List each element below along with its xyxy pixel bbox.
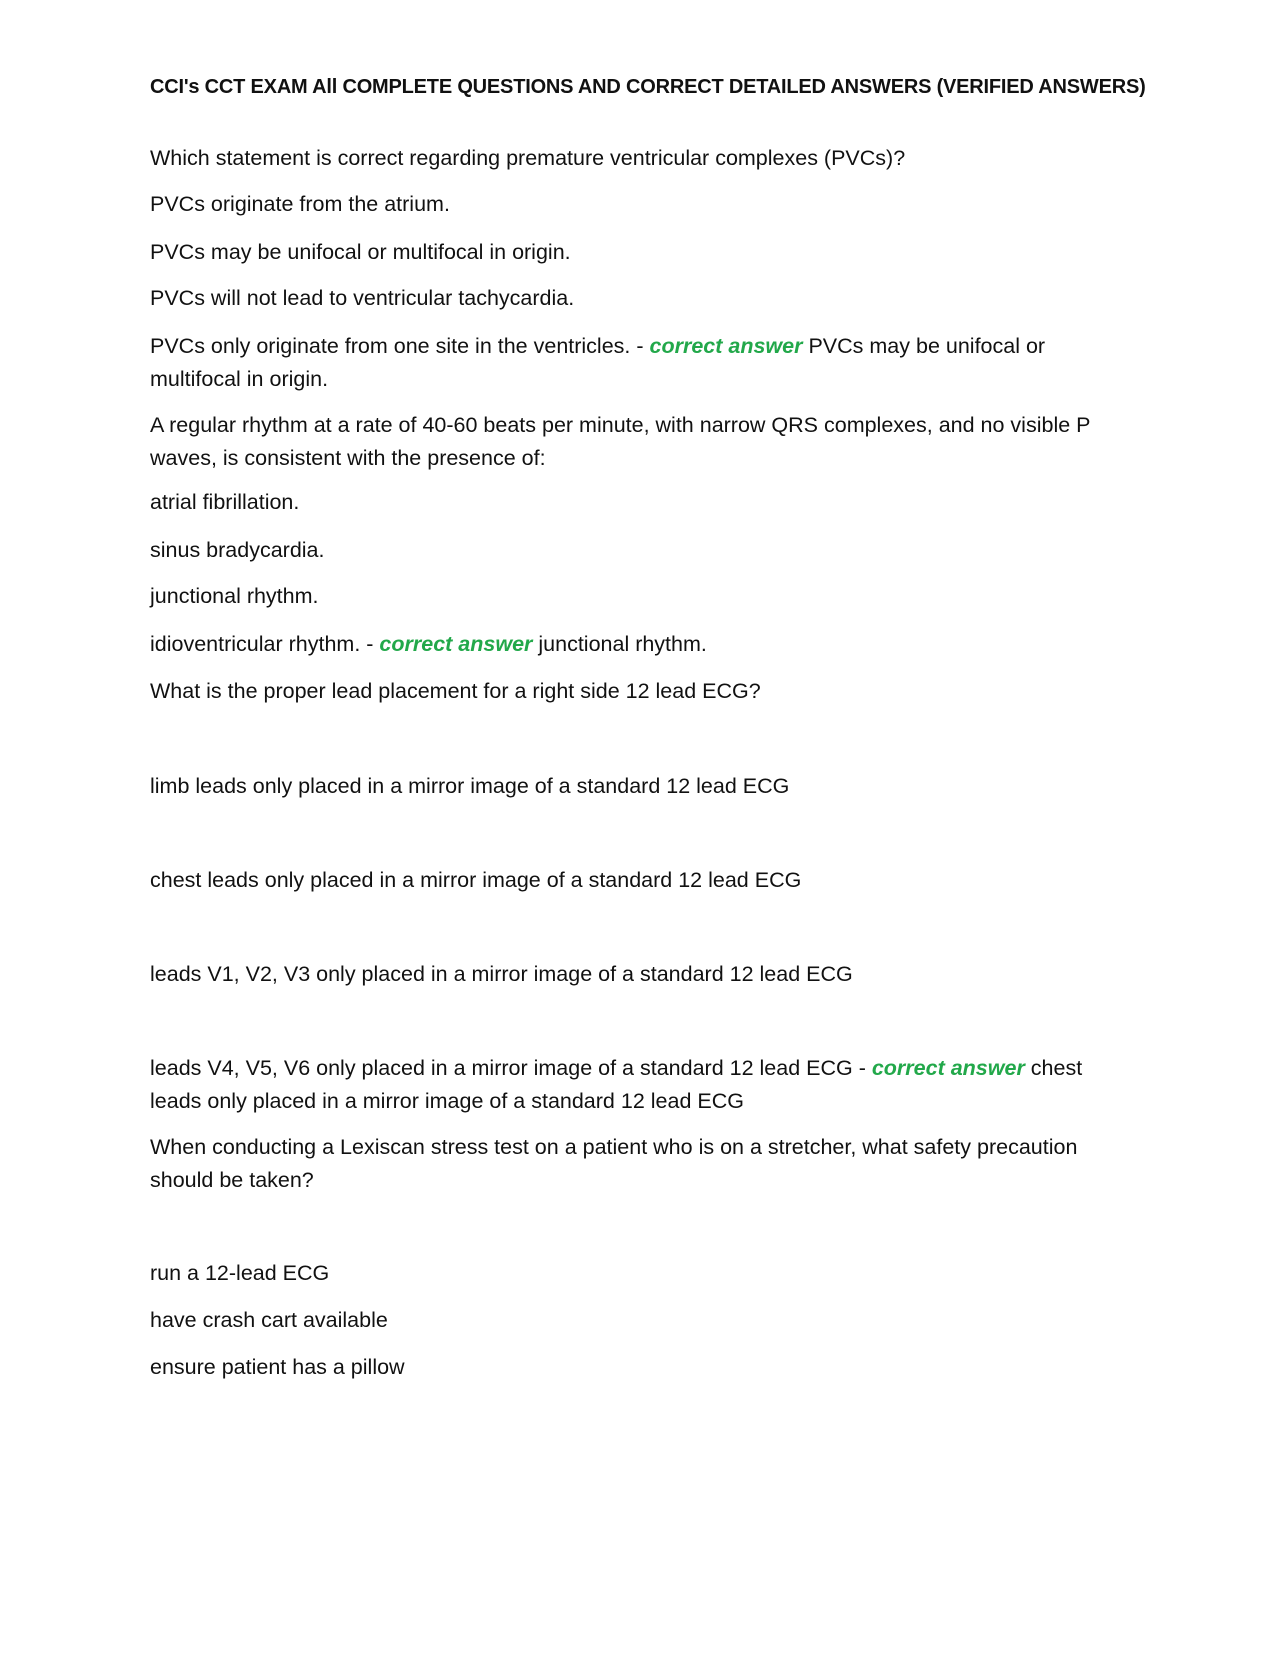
q1-option-2: PVCs may be unifocal or multifocal in origin. (150, 240, 571, 264)
q3-option-2: chest leads only placed in a mirror image of a standard 12 lead ECG (150, 868, 802, 892)
q1-option-4: PVCs only originate from one site in the ventricles. - (150, 334, 644, 358)
q1-option-1: PVCs originate from the atrium. (150, 192, 450, 216)
document-title: CCI's CCT EXAM All COMPLETE QUESTIONS AND CORRECT DETAILED ANSWERS (VERIFIED ANSWERS) (150, 76, 1146, 98)
question-1: Which statement is correct regarding premature ventricular complexes (PVCs)? (150, 146, 906, 170)
question-4: When conducting a Lexiscan stress test on a patient who is on a stretcher, what safety precaution should be taken? (150, 1135, 1078, 1192)
question-3: What is the proper lead placement for a right side 12 lead ECG? (150, 679, 761, 703)
q1-option-3: PVCs will not lead to ventricular tachycardia. (150, 286, 575, 310)
correct-answer-label: correct answer (649, 334, 803, 358)
q2-option-1: atrial fibrillation. (150, 490, 300, 514)
question-2: A regular rhythm at a rate of 40-60 beats per minute, with narrow QRS complexes, and no visible P waves, is consistent with the presence of: (150, 413, 1091, 470)
q2-option-4: idioventricular rhythm. - (150, 632, 374, 656)
correct-answer-label: correct answer (379, 632, 533, 656)
correct-answer-label: correct answer (871, 1056, 1025, 1080)
q2-option-3: junctional rhythm. (150, 584, 319, 608)
q4-option-1: run a 12-lead ECG (150, 1261, 330, 1285)
q4-option-3: ensure patient has a pillow (150, 1355, 405, 1379)
q3-answer: chest leads only placed in a mirror image of a standard 12 lead ECG (150, 1056, 1083, 1113)
q4-option-2: have crash cart available (150, 1308, 388, 1332)
q1-answer: PVCs may be unifocal or multifocal in origin. (150, 334, 1046, 391)
q3-option-3: leads V1, V2, V3 only placed in a mirror image of a standard 12 lead ECG (150, 962, 853, 986)
q3-option-4-with-answer (150, 1052, 1130, 1118)
q1-option-4-with-answer (150, 330, 1130, 396)
q3-option-1: limb leads only placed in a mirror image of a standard 12 lead ECG (150, 774, 790, 798)
q2-option-2: sinus bradycardia. (150, 538, 325, 562)
q3-option-4: leads V4, V5, V6 only placed in a mirror image of a standard 12 lead ECG - (150, 1056, 866, 1080)
q2-answer: junctional rhythm. (538, 632, 707, 656)
q2-option-4-with-answer (150, 628, 1130, 661)
